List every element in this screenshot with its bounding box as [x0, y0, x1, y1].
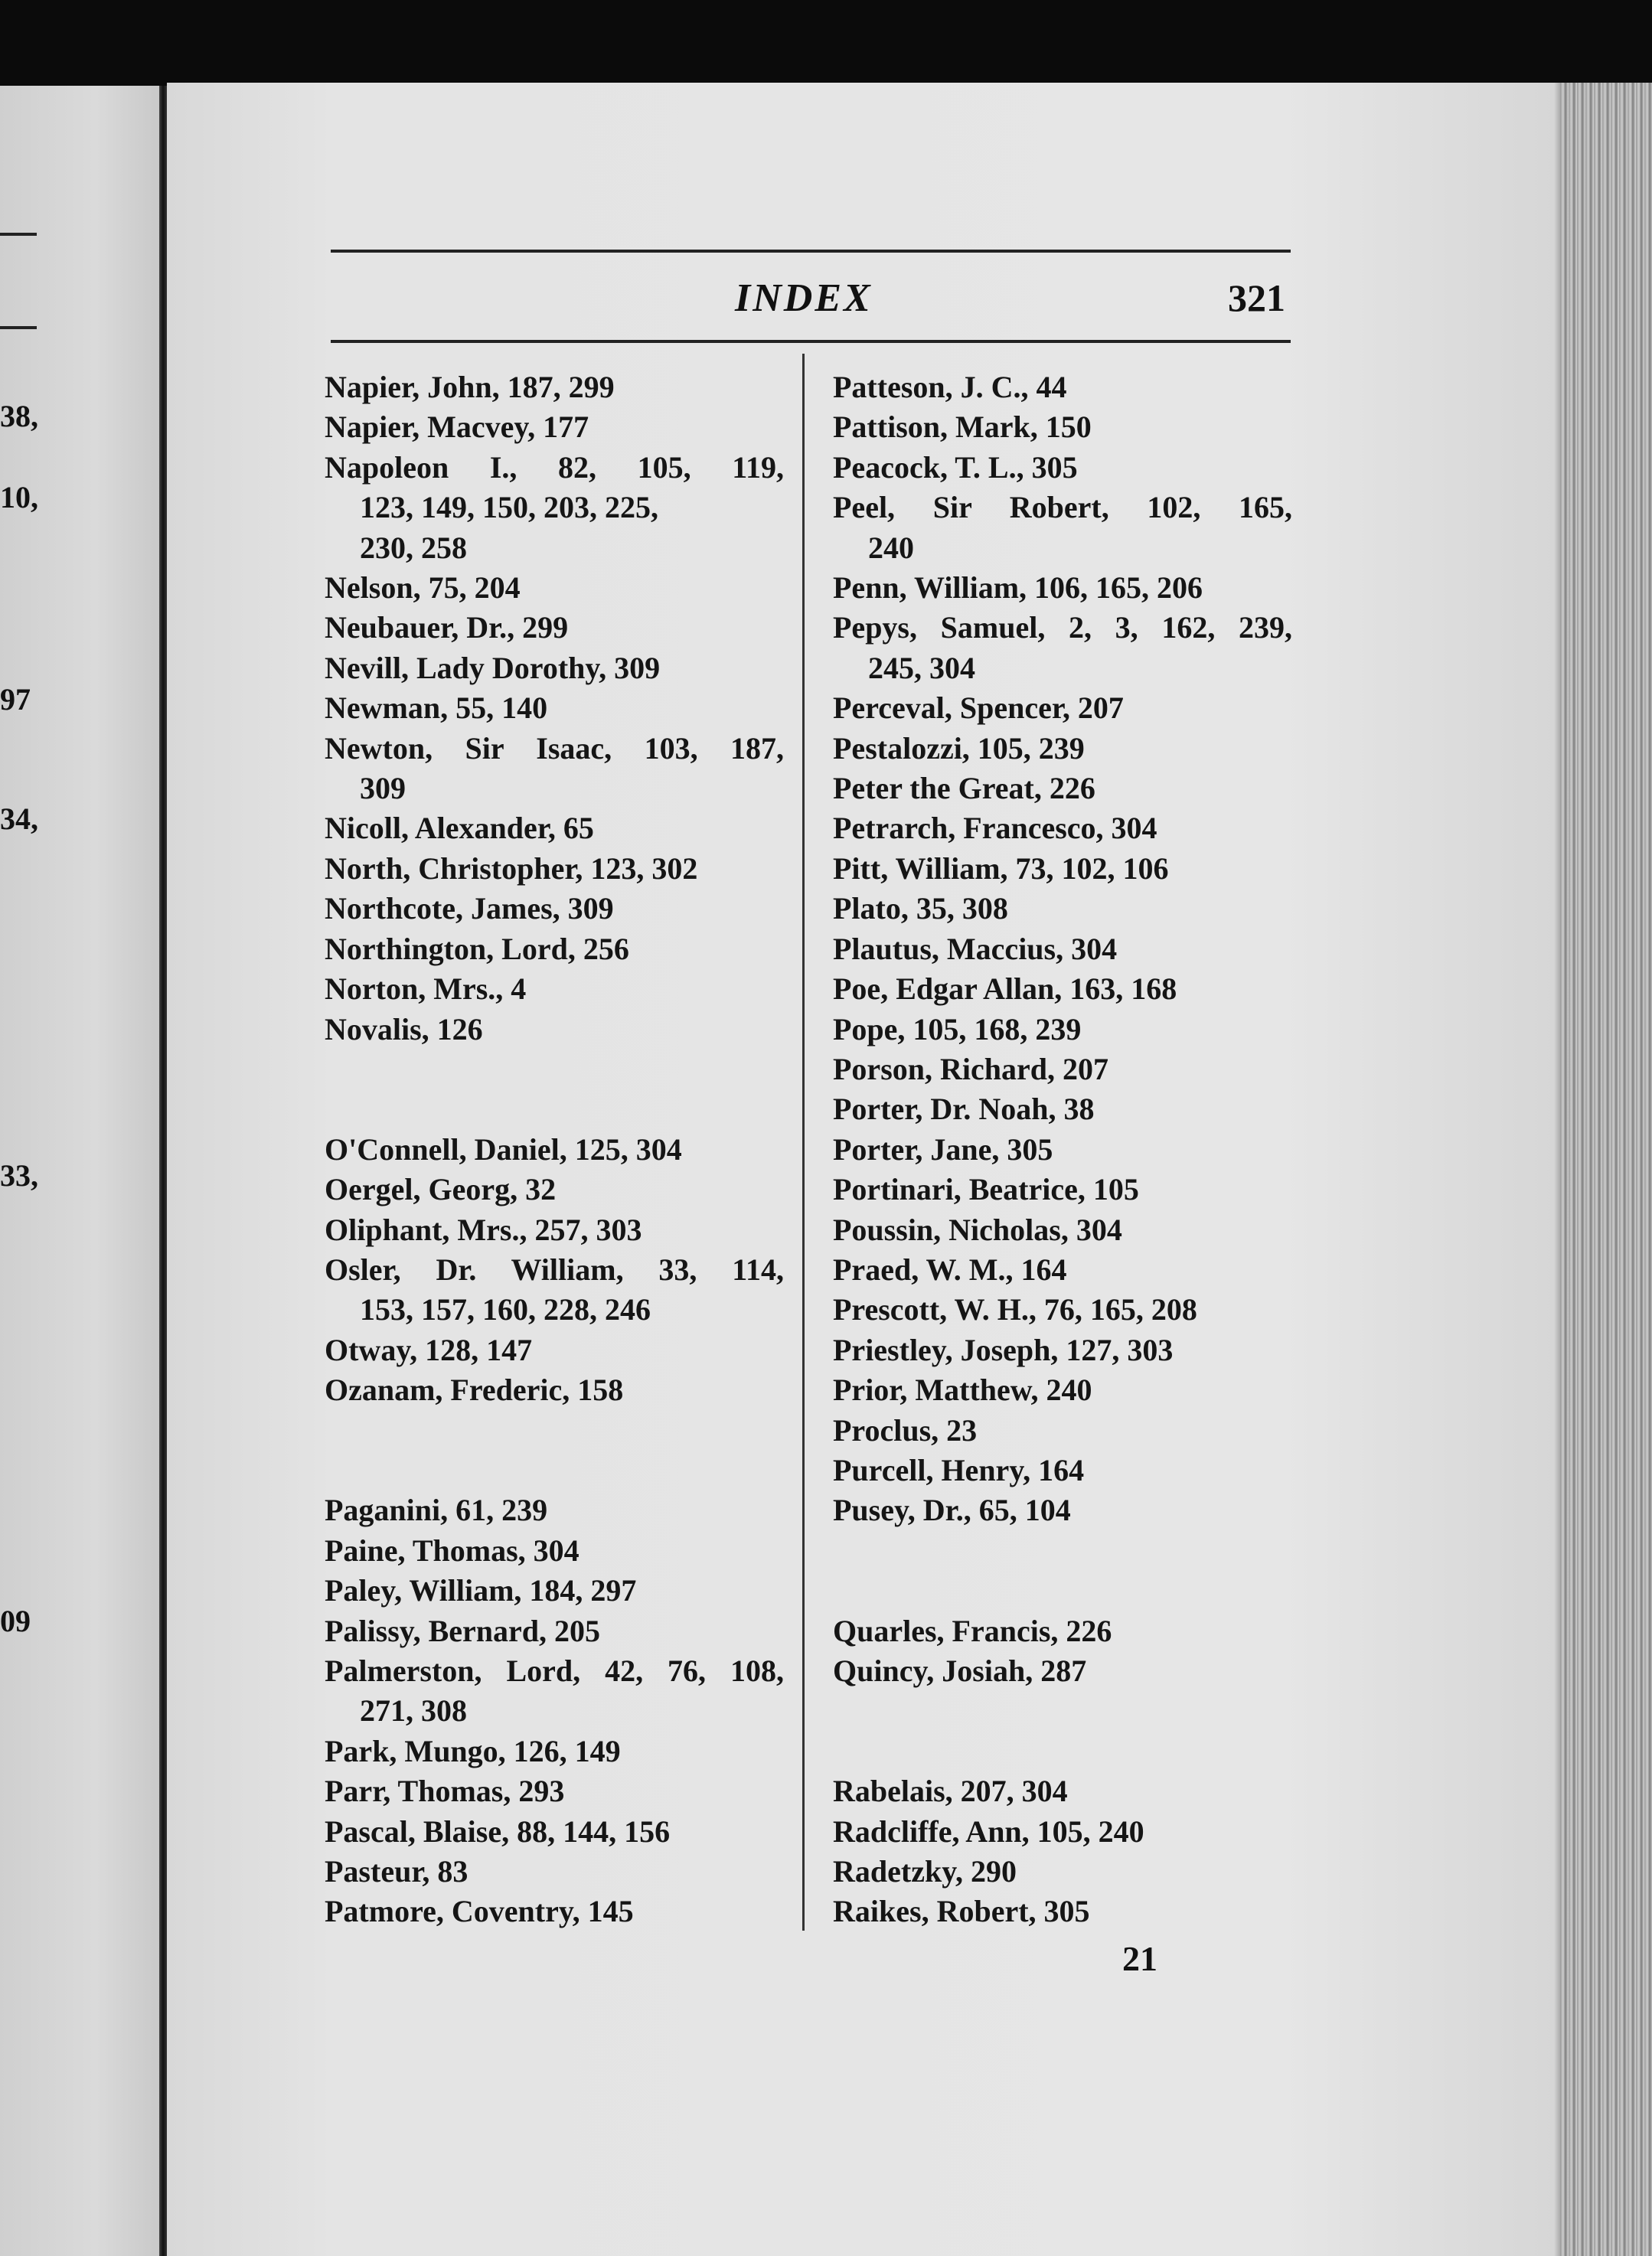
index-entry-text: Paganini, 61, 239 [325, 1493, 548, 1528]
left-page-fragment: 10, [0, 480, 38, 514]
index-entry-continuation: 309 [360, 771, 406, 806]
index-entry-continuation: 245, 304 [868, 650, 975, 685]
index-entry-text: Oliphant, Mrs., 257, 303 [325, 1212, 642, 1247]
index-entry-text: Porter, Jane, 305 [833, 1131, 1053, 1167]
index-entry [325, 407, 784, 447]
index-entry-text: Prescott, W. H., 76, 165, 208 [833, 1292, 1197, 1327]
index-entry-text: Penn, William, 106, 165, 206 [833, 570, 1203, 606]
index-entry [325, 648, 784, 688]
index-entry [833, 1490, 1292, 1530]
index-entry-text: Pope, 105, 168, 239 [833, 1011, 1082, 1046]
index-entry [325, 608, 784, 648]
index-entry-text: Napier, Macvey, 177 [325, 410, 589, 445]
index-entry [833, 1852, 1292, 1892]
index-entry [833, 1290, 1292, 1330]
index-entry [833, 448, 1292, 488]
index-entry-text: Osler, Dr. William, 33, 114, [325, 1252, 784, 1287]
index-entry [833, 929, 1292, 969]
index-entry [325, 889, 784, 929]
index-entry-text: Neubauer, Dr., 299 [325, 610, 569, 645]
index-entry-text: Pestalozzi, 105, 239 [833, 730, 1085, 766]
index-entry-text: Portinari, Beatrice, 105 [833, 1172, 1139, 1207]
index-entry-text: Paine, Thomas, 304 [325, 1533, 580, 1568]
index-entry [325, 1130, 784, 1170]
index-entry-continuation: 271, 308 [360, 1693, 467, 1729]
index-entry-text: Newton, Sir Isaac, 103, 187, [325, 730, 784, 766]
index-entry-text: Plato, 35, 308 [833, 891, 1008, 926]
index-entry-text: Newman, 55, 140 [325, 691, 548, 726]
index-entry [833, 1130, 1292, 1170]
index-entry [325, 568, 784, 608]
index-entry-text: Napoleon I., 82, 105, 119, [325, 449, 784, 485]
index-entry [325, 1250, 784, 1330]
index-entry [325, 929, 784, 969]
index-entry [833, 1651, 1292, 1691]
letter-section-gap [325, 1411, 784, 1491]
header-rule-top [331, 250, 1291, 253]
index-entry [833, 1812, 1292, 1852]
index-entry [833, 808, 1292, 848]
book-gutter [159, 86, 167, 2256]
index-entry-text: Northcote, James, 309 [325, 891, 614, 926]
index-entry-text: Proclus, 23 [833, 1412, 978, 1448]
header-rule-bottom [331, 340, 1291, 343]
index-entry [325, 1531, 784, 1571]
index-entry [833, 1010, 1292, 1050]
index-entry-text: Poe, Edgar Allan, 163, 168 [833, 971, 1177, 1007]
index-entry-text: Parr, Thomas, 293 [325, 1774, 565, 1809]
index-entry-text: Prior, Matthew, 240 [833, 1373, 1092, 1408]
signature-mark: 21 [1122, 1939, 1157, 1978]
index-entry-text: Purcell, Henry, 164 [833, 1452, 1085, 1487]
index-entry [833, 1411, 1292, 1451]
index-entry-text: Nevill, Lady Dorothy, 309 [325, 650, 661, 685]
index-entry-text: Pepys, Samuel, 2, 3, 162, 239, [833, 610, 1292, 645]
left-page-rule [0, 326, 37, 329]
index-entry-text: Porson, Richard, 207 [833, 1051, 1108, 1086]
index-entry [833, 969, 1292, 1009]
index-entry [833, 1451, 1292, 1490]
index-entry-text: Radcliffe, Ann, 105, 240 [833, 1814, 1144, 1849]
index-entry-text: Patteson, J. C., 44 [833, 370, 1067, 404]
index-entry-text: Nicoll, Alexander, 65 [325, 811, 594, 846]
index-entry-continuation: 240 [868, 530, 914, 565]
left-page-rule [0, 233, 37, 236]
index-entry [833, 1210, 1292, 1250]
index-entry [833, 849, 1292, 889]
index-entry [833, 1089, 1292, 1129]
index-entry [833, 1330, 1292, 1370]
index-entry-text: Otway, 128, 147 [325, 1332, 533, 1367]
index-entry-text: Norton, Mrs., 4 [325, 971, 527, 1007]
index-entry-text: Novalis, 126 [325, 1011, 483, 1046]
index-entry [325, 1170, 784, 1210]
index-entry [325, 849, 784, 889]
index-entry-text: Quincy, Josiah, 287 [833, 1653, 1087, 1688]
index-entry [325, 808, 784, 848]
index-entry-text: Pitt, William, 73, 102, 106 [833, 850, 1169, 886]
index-entry-text: Palissy, Bernard, 205 [325, 1613, 601, 1648]
index-entry [325, 1771, 784, 1811]
index-entry-text: Petrarch, Francesco, 304 [833, 811, 1157, 846]
index-entry [833, 1170, 1292, 1210]
index-entry-text: Pascal, Blaise, 88, 144, 156 [325, 1814, 671, 1849]
index-entry [325, 367, 784, 407]
index-entry-text: Pusey, Dr., 65, 104 [833, 1493, 1071, 1528]
index-entry [325, 1852, 784, 1892]
index-entry [325, 1330, 784, 1370]
index-entry-text: Rabelais, 207, 304 [833, 1774, 1068, 1809]
index-entry [325, 969, 784, 1009]
index-entry [325, 1651, 784, 1732]
index-entry [833, 608, 1292, 688]
letter-section-gap [833, 1691, 1292, 1771]
index-entry-text: Oergel, Georg, 32 [325, 1172, 557, 1207]
index-column-right [833, 367, 1292, 1932]
page-stack-edge [1560, 83, 1652, 2256]
left-page-fragment: 33, [0, 1158, 38, 1193]
index-entry-text: Peacock, T. L., 305 [833, 449, 1078, 485]
index-entry [833, 1250, 1292, 1290]
index-entry-text: Priestley, Joseph, 127, 303 [833, 1332, 1174, 1367]
index-entry-text: Pattison, Mark, 150 [833, 410, 1092, 445]
index-entry-text: Raikes, Robert, 305 [833, 1894, 1090, 1929]
index-entry [833, 367, 1292, 407]
index-column-left [325, 367, 784, 1932]
index-entry [325, 729, 784, 809]
index-entry [325, 1812, 784, 1852]
index-entry [325, 1611, 784, 1651]
index-entry-text: Park, Mungo, 126, 149 [325, 1733, 621, 1768]
index-entry-text: Poussin, Nicholas, 304 [833, 1212, 1122, 1247]
index-entry-text: Northington, Lord, 256 [325, 931, 629, 966]
index-entry [833, 1611, 1292, 1651]
index-entry [325, 688, 784, 728]
index-entry-text: Ozanam, Frederic, 158 [325, 1373, 624, 1408]
index-entry [833, 407, 1292, 447]
index-entry-text: Paley, William, 184, 297 [325, 1573, 637, 1608]
index-entry [833, 568, 1292, 608]
index-entry-text: Plautus, Maccius, 304 [833, 931, 1118, 966]
index-entry [325, 1010, 784, 1050]
index-entry-text: O'Connell, Daniel, 125, 304 [325, 1131, 682, 1167]
index-entry-text: Nelson, 75, 204 [325, 570, 521, 606]
index-entry-continuation: 230, 258 [360, 530, 467, 565]
index-entry-text: Quarles, Francis, 226 [833, 1613, 1112, 1648]
index-entry [325, 1892, 784, 1931]
index-entry [833, 1771, 1292, 1811]
index-entry-continuation: 153, 157, 160, 228, 246 [360, 1292, 651, 1327]
index-entry [833, 1370, 1292, 1410]
index-entry-text: Pasteur, 83 [325, 1854, 469, 1889]
index-entry [833, 889, 1292, 929]
index-entry [325, 1370, 784, 1410]
index-entry-text: Peel, Sir Robert, 102, 165, [833, 490, 1292, 525]
index-entry [833, 729, 1292, 769]
index-entry [833, 1050, 1292, 1089]
index-entry [833, 488, 1292, 568]
index-entry [833, 688, 1292, 728]
index-entry [833, 769, 1292, 808]
index-entry [325, 1732, 784, 1771]
index-entry [325, 1571, 784, 1611]
index-entry-text: Napier, John, 187, 299 [325, 370, 615, 404]
index-entry [325, 1210, 784, 1250]
page-number: 321 [1228, 276, 1285, 319]
index-entry-text: North, Christopher, 123, 302 [325, 850, 698, 886]
index-entry-text: Patmore, Coventry, 145 [325, 1894, 634, 1929]
index-entry-text: Palmerston, Lord, 42, 76, 108, [325, 1653, 784, 1688]
index-entry-text: Praed, W. M., 164 [833, 1252, 1067, 1287]
index-entry-text: Radetzky, 290 [833, 1854, 1017, 1889]
index-entry-continuation: 123, 149, 150, 203, 225, [360, 490, 658, 525]
letter-section-gap [833, 1531, 1292, 1611]
left-page-fragment: 38, [0, 399, 38, 433]
index-entry-text: Peter the Great, 226 [833, 771, 1095, 806]
index-entry [325, 1490, 784, 1530]
index-entry [325, 448, 784, 568]
index-entry [833, 1892, 1292, 1931]
left-page-fragment: 34, [0, 802, 38, 836]
index-entry-text: Perceval, Spencer, 207 [833, 691, 1124, 726]
left-page-fragment: 09 [0, 1604, 31, 1638]
running-title: INDEX [735, 276, 873, 320]
column-divider [802, 354, 805, 1931]
index-entry-text: Porter, Dr. Noah, 38 [833, 1092, 1095, 1127]
letter-section-gap [325, 1050, 784, 1130]
left-page-fragment: 97 [0, 682, 31, 717]
